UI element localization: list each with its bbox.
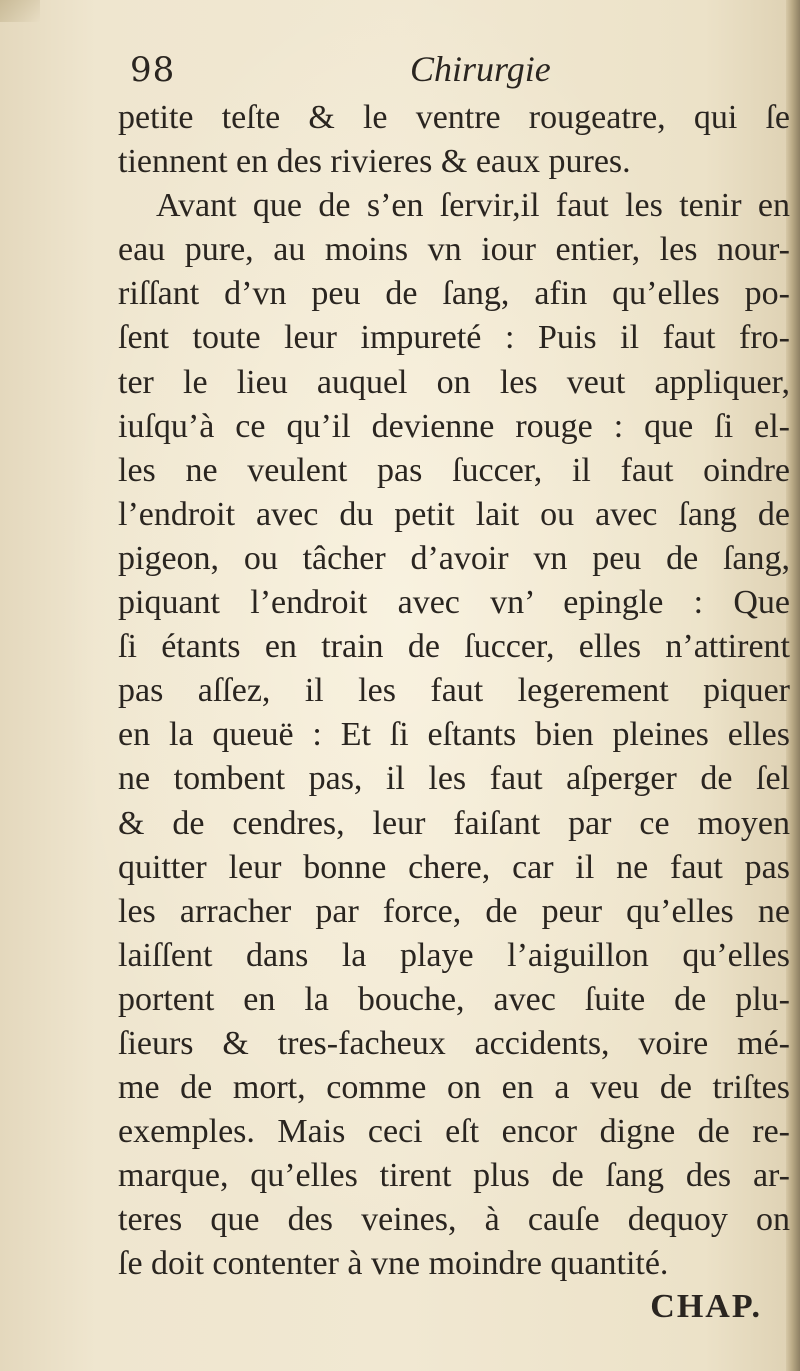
text-line: piquant l’endroit avec vn’ epingle : Que [118,584,790,622]
catchword: CHAP. [650,1288,762,1325]
text-line: ne tombent pas, il les faut aſperger de ſel [118,760,790,798]
text-line: quitter leur bonne chere, car il ne faut pas [118,848,790,886]
text-line: ſi étants en train de ſuccer, elles n’attirent [118,628,790,666]
text-line: ſieurs & tres-facheux accidents, voire mé- [118,1024,790,1062]
text-line: eau pure, au moins vn iour entier, les nour- [118,231,790,269]
text-line: me de mort, comme on en a veu de triſtes [118,1069,790,1107]
text-line: ſe doit contenter à vne moindre quantité. [118,1245,669,1283]
text-line: laiſſent dans la playe l’aiguillon qu’elles [118,936,790,974]
corner-stain [0,0,40,22]
text-line: exemples. Mais ceci eſt encor digne de re- [118,1113,790,1151]
text-line: ſent toute leur impureté : Puis il faut fro- [118,319,790,357]
text-line: l’endroit avec du petit lait ou avec ſang de [118,495,790,533]
text-line: marque, qu’elles tirent plus de ſang des ar- [118,1157,790,1195]
text-line: les arracher par force, de peur qu’elles ne [118,892,790,930]
text-line: pas aſſez, il les faut legerement piquer [118,672,790,710]
body-text [118,96,790,1287]
text-line: teres que des veines, à cauſe dequoy on [118,1201,790,1239]
text-line: ter le lieu auquel on les veut appliquer, [118,363,790,401]
text-line: riſſant d’vn peu de ſang, afin qu’elles po- [118,275,790,313]
text-line: pigeon, ou tâcher d’avoir vn peu de ſang, [118,539,790,577]
text-line: les ne veulent pas ſuccer, il faut oindre [118,451,790,489]
running-title: Chirurgie [410,49,551,89]
text-line: Avant que de s’en ſervir,il faut les tenir en [156,187,790,225]
page-header [130,44,770,94]
text-line: & de cendres, leur faiſant par ce moyen [118,804,790,842]
text-line: tiennent en des rivieres & eaux pures. [118,143,631,181]
text-line: portent en la bouche, avec ſuite de plu- [118,980,790,1018]
text-line: en la queuë : Et ſi eſtants bien pleines elles [118,716,790,754]
text-line: petite teſte & le ventre rougeatre, qui ſe [118,99,790,136]
text-line: iuſqu’à ce qu’il devienne rouge : que ſi el- [118,407,790,445]
page-number: 98 [130,50,176,90]
